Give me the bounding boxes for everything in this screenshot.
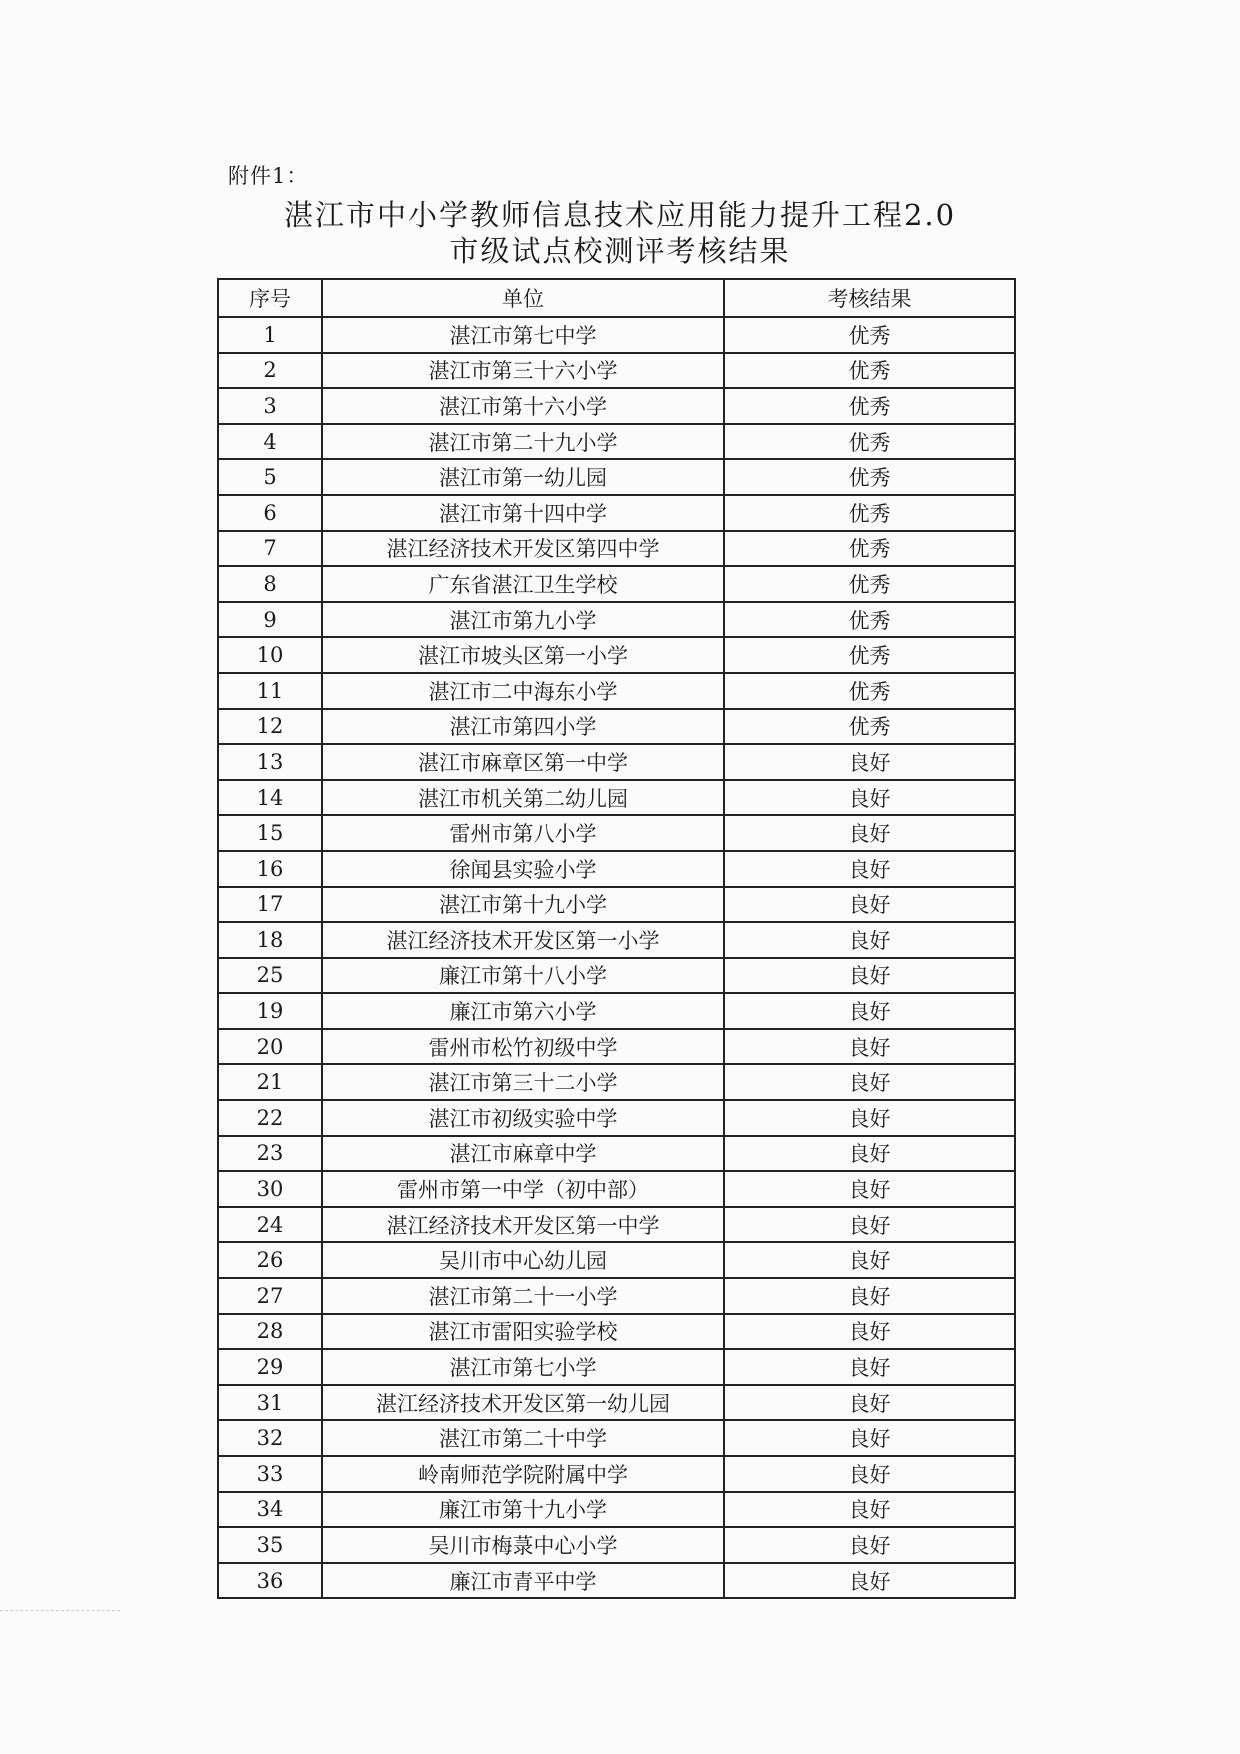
table-row bbox=[218, 922, 1015, 958]
serial-number-cell: 28 bbox=[218, 1314, 322, 1350]
unit-cell: 湛江市机关第二幼儿园 bbox=[322, 780, 724, 816]
table-row bbox=[218, 424, 1015, 460]
result-cell: 良好 bbox=[724, 1136, 1015, 1172]
table-row bbox=[218, 602, 1015, 638]
table-row bbox=[218, 1456, 1015, 1492]
serial-number-cell: 5 bbox=[218, 459, 322, 495]
unit-cell: 湛江市第二十九小学 bbox=[322, 424, 724, 460]
serial-number-cell: 32 bbox=[218, 1420, 322, 1456]
result-cell: 良好 bbox=[724, 1349, 1015, 1385]
table-row bbox=[218, 887, 1015, 923]
serial-number-cell: 10 bbox=[218, 637, 322, 673]
serial-number-cell: 17 bbox=[218, 887, 322, 923]
header-serial-number: 序号 bbox=[218, 279, 322, 317]
serial-number-cell: 22 bbox=[218, 1100, 322, 1136]
table-row bbox=[218, 1420, 1015, 1456]
result-cell: 优秀 bbox=[724, 495, 1015, 531]
unit-cell: 湛江经济技术开发区第四中学 bbox=[322, 531, 724, 567]
serial-number-cell: 15 bbox=[218, 815, 322, 851]
result-cell: 良好 bbox=[724, 1100, 1015, 1136]
result-cell: 良好 bbox=[724, 887, 1015, 923]
serial-number-cell: 21 bbox=[218, 1064, 322, 1100]
serial-number-cell: 12 bbox=[218, 709, 322, 745]
result-cell: 优秀 bbox=[724, 388, 1015, 424]
table-row bbox=[218, 1349, 1015, 1385]
result-cell: 良好 bbox=[724, 922, 1015, 958]
table-row bbox=[218, 815, 1015, 851]
table-row bbox=[218, 993, 1015, 1029]
table-row bbox=[218, 851, 1015, 887]
table-row bbox=[218, 1207, 1015, 1243]
serial-number-cell: 26 bbox=[218, 1242, 322, 1278]
unit-cell: 湛江经济技术开发区第一幼儿园 bbox=[322, 1385, 724, 1421]
table-row bbox=[218, 1314, 1015, 1350]
result-cell: 良好 bbox=[724, 1456, 1015, 1492]
table-row bbox=[218, 744, 1015, 780]
serial-number-cell: 23 bbox=[218, 1136, 322, 1172]
unit-cell: 湛江市第十六小学 bbox=[322, 388, 724, 424]
unit-cell: 广东省湛江卫生学校 bbox=[322, 566, 724, 602]
unit-cell: 廉江市第十八小学 bbox=[322, 958, 724, 994]
result-cell: 良好 bbox=[724, 1420, 1015, 1456]
serial-number-cell: 34 bbox=[218, 1492, 322, 1528]
header-unit: 单位 bbox=[322, 279, 724, 317]
unit-cell: 湛江经济技术开发区第一中学 bbox=[322, 1207, 724, 1243]
table-row bbox=[218, 1527, 1015, 1563]
serial-number-cell: 30 bbox=[218, 1171, 322, 1207]
result-cell: 良好 bbox=[724, 958, 1015, 994]
unit-cell: 湛江市第七小学 bbox=[322, 1349, 724, 1385]
unit-cell: 廉江市第六小学 bbox=[322, 993, 724, 1029]
table-row bbox=[218, 1100, 1015, 1136]
unit-cell: 湛江市第二十中学 bbox=[322, 1420, 724, 1456]
result-cell: 良好 bbox=[724, 1242, 1015, 1278]
unit-cell: 岭南师范学院附属中学 bbox=[322, 1456, 724, 1492]
unit-cell: 湛江市第七中学 bbox=[322, 317, 724, 353]
result-cell: 优秀 bbox=[724, 602, 1015, 638]
serial-number-cell: 29 bbox=[218, 1349, 322, 1385]
serial-number-cell: 7 bbox=[218, 531, 322, 567]
serial-number-cell: 6 bbox=[218, 495, 322, 531]
result-cell: 良好 bbox=[724, 1029, 1015, 1065]
header-result: 考核结果 bbox=[724, 279, 1015, 317]
results-table bbox=[217, 278, 1016, 1599]
table-row bbox=[218, 1492, 1015, 1528]
unit-cell: 湛江市第一幼儿园 bbox=[322, 459, 724, 495]
table-row bbox=[218, 1029, 1015, 1065]
result-cell: 优秀 bbox=[724, 459, 1015, 495]
table-row bbox=[218, 1171, 1015, 1207]
unit-cell: 湛江市第九小学 bbox=[322, 602, 724, 638]
result-cell: 优秀 bbox=[724, 637, 1015, 673]
table-row bbox=[218, 709, 1015, 745]
serial-number-cell: 4 bbox=[218, 424, 322, 460]
table-row bbox=[218, 495, 1015, 531]
unit-cell: 湛江市第十四中学 bbox=[322, 495, 724, 531]
unit-cell: 湛江市第四小学 bbox=[322, 709, 724, 745]
table-row bbox=[218, 1385, 1015, 1421]
unit-cell: 雷州市松竹初级中学 bbox=[322, 1029, 724, 1065]
result-cell: 良好 bbox=[724, 780, 1015, 816]
document-subtitle: 市级试点校测评考核结果 bbox=[449, 234, 791, 268]
result-cell: 良好 bbox=[724, 744, 1015, 780]
unit-cell: 吴川市梅菉中心小学 bbox=[322, 1527, 724, 1563]
table-row bbox=[218, 1563, 1015, 1599]
serial-number-cell: 36 bbox=[218, 1563, 322, 1599]
serial-number-cell: 8 bbox=[218, 566, 322, 602]
table-row bbox=[218, 1242, 1015, 1278]
serial-number-cell: 16 bbox=[218, 851, 322, 887]
unit-cell: 湛江市雷阳实验学校 bbox=[322, 1314, 724, 1350]
table-row bbox=[218, 1136, 1015, 1172]
scan-artifact-divider bbox=[0, 1610, 120, 1612]
table-row bbox=[218, 388, 1015, 424]
result-cell: 良好 bbox=[724, 1385, 1015, 1421]
serial-number-cell: 18 bbox=[218, 922, 322, 958]
unit-cell: 湛江市第三十二小学 bbox=[322, 1064, 724, 1100]
unit-cell: 雷州市第一中学（初中部） bbox=[322, 1171, 724, 1207]
result-cell: 优秀 bbox=[724, 424, 1015, 460]
table-row bbox=[218, 780, 1015, 816]
unit-cell: 湛江市第十九小学 bbox=[322, 887, 724, 923]
serial-number-cell: 19 bbox=[218, 993, 322, 1029]
serial-number-cell: 1 bbox=[218, 317, 322, 353]
table-row bbox=[218, 566, 1015, 602]
unit-cell: 湛江市麻章区第一中学 bbox=[322, 744, 724, 780]
unit-cell: 廉江市青平中学 bbox=[322, 1563, 724, 1599]
result-cell: 良好 bbox=[724, 1314, 1015, 1350]
serial-number-cell: 9 bbox=[218, 602, 322, 638]
table-row bbox=[218, 1064, 1015, 1100]
result-cell: 良好 bbox=[724, 993, 1015, 1029]
serial-number-cell: 3 bbox=[218, 388, 322, 424]
result-cell: 优秀 bbox=[724, 709, 1015, 745]
table-row bbox=[218, 531, 1015, 567]
serial-number-cell: 2 bbox=[218, 353, 322, 389]
result-cell: 优秀 bbox=[724, 317, 1015, 353]
table-header-row bbox=[218, 279, 1015, 317]
result-cell: 良好 bbox=[724, 1492, 1015, 1528]
result-cell: 良好 bbox=[724, 1064, 1015, 1100]
serial-number-cell: 25 bbox=[218, 958, 322, 994]
serial-number-cell: 14 bbox=[218, 780, 322, 816]
result-cell: 良好 bbox=[724, 1527, 1015, 1563]
unit-cell: 湛江市坡头区第一小学 bbox=[322, 637, 724, 673]
unit-cell: 湛江市麻章中学 bbox=[322, 1136, 724, 1172]
table-row bbox=[218, 459, 1015, 495]
table-row bbox=[218, 958, 1015, 994]
table-row bbox=[218, 353, 1015, 389]
result-cell: 良好 bbox=[724, 1563, 1015, 1599]
result-cell: 良好 bbox=[724, 1278, 1015, 1314]
result-cell: 良好 bbox=[724, 1207, 1015, 1243]
result-cell: 优秀 bbox=[724, 531, 1015, 567]
unit-cell: 徐闻县实验小学 bbox=[322, 851, 724, 887]
unit-cell: 湛江市第三十六小学 bbox=[322, 353, 724, 389]
unit-cell: 吴川市中心幼儿园 bbox=[322, 1242, 724, 1278]
unit-cell: 湛江市二中海东小学 bbox=[322, 673, 724, 709]
unit-cell: 雷州市第八小学 bbox=[322, 815, 724, 851]
unit-cell: 湛江市初级实验中学 bbox=[322, 1100, 724, 1136]
serial-number-cell: 35 bbox=[218, 1527, 322, 1563]
table-row bbox=[218, 1278, 1015, 1314]
serial-number-cell: 11 bbox=[218, 673, 322, 709]
result-cell: 优秀 bbox=[724, 353, 1015, 389]
result-cell: 良好 bbox=[724, 815, 1015, 851]
serial-number-cell: 31 bbox=[218, 1385, 322, 1421]
serial-number-cell: 20 bbox=[218, 1029, 322, 1065]
result-cell: 良好 bbox=[724, 1171, 1015, 1207]
unit-cell: 湛江市第二十一小学 bbox=[322, 1278, 724, 1314]
table-row bbox=[218, 673, 1015, 709]
result-cell: 优秀 bbox=[724, 673, 1015, 709]
result-cell: 良好 bbox=[724, 851, 1015, 887]
attachment-label: 附件1： bbox=[228, 164, 309, 188]
unit-cell: 廉江市第十九小学 bbox=[322, 1492, 724, 1528]
table-row bbox=[218, 317, 1015, 353]
unit-cell: 湛江经济技术开发区第一小学 bbox=[322, 922, 724, 958]
document-title: 湛江市中小学教师信息技术应用能力提升工程2.0 bbox=[283, 198, 957, 232]
serial-number-cell: 24 bbox=[218, 1207, 322, 1243]
serial-number-cell: 27 bbox=[218, 1278, 322, 1314]
result-cell: 优秀 bbox=[724, 566, 1015, 602]
table-row bbox=[218, 637, 1015, 673]
serial-number-cell: 13 bbox=[218, 744, 322, 780]
serial-number-cell: 33 bbox=[218, 1456, 322, 1492]
